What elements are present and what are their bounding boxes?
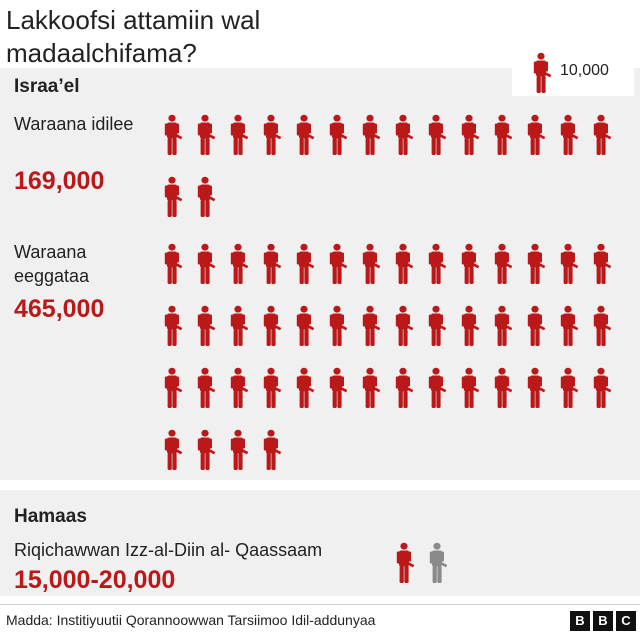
soldier-icon (198, 177, 215, 217)
soldier-icon (462, 306, 479, 346)
soldier-icon (495, 368, 512, 408)
soldier-icon (330, 244, 347, 284)
soldier-icon (363, 244, 380, 284)
soldier-icon (561, 368, 578, 408)
soldier-icon (429, 244, 446, 284)
soldier-icon (231, 368, 248, 408)
soldier-icon (495, 244, 512, 284)
soldier-icon (198, 430, 215, 470)
soldier-icon (528, 368, 545, 408)
soldier-icon (495, 306, 512, 346)
soldier-icon (165, 244, 182, 284)
soldier-icon (198, 306, 215, 346)
soldier-icon (363, 115, 380, 155)
soldier-icon (495, 115, 512, 155)
reserve-label: Waraana eeggataa (14, 242, 90, 286)
soldier-icon (198, 368, 215, 408)
soldier-icon (231, 306, 248, 346)
logo-letter: B (593, 611, 613, 631)
hamas-label: Riqichawwan Izz-al-Diin al- Qaassaam (14, 540, 323, 560)
soldier-icon (165, 306, 182, 346)
soldier-icon (231, 430, 248, 470)
soldier-icon (561, 244, 578, 284)
soldier-icon (363, 368, 380, 408)
soldier-icon (297, 115, 314, 155)
soldier-icon (397, 543, 414, 583)
soldier-icon (396, 244, 413, 284)
soldier-icon (528, 306, 545, 346)
soldier-icon (561, 306, 578, 346)
soldier-icon (594, 368, 611, 408)
soldier-icon (429, 368, 446, 408)
soldier-icon (231, 177, 248, 217)
soldier-icon (396, 368, 413, 408)
soldier-icon (363, 306, 380, 346)
soldier-icon (165, 115, 182, 155)
soldier-icon (561, 115, 578, 155)
soldier-icon (198, 244, 215, 284)
chart-title: Lakkoofsi attamiin wal madaalchifama? (6, 5, 261, 68)
hamas-heading: Hamaas (14, 506, 87, 527)
soldier-icon (528, 244, 545, 284)
soldier-icon (165, 430, 182, 470)
soldier-icon (198, 115, 215, 155)
soldier-icon (330, 306, 347, 346)
soldier-icon (396, 306, 413, 346)
soldier-icon (430, 543, 447, 583)
israel-heading: Israa’el (14, 76, 80, 97)
soldier-icon (396, 115, 413, 155)
reserve-value: 465,000 (14, 295, 105, 323)
soldier-icon (462, 244, 479, 284)
soldier-icon (594, 306, 611, 346)
soldier-icon (297, 368, 314, 408)
active-value: 169,000 (14, 167, 105, 195)
soldier-icon (264, 244, 281, 284)
soldier-icon (264, 306, 281, 346)
soldier-icon (330, 368, 347, 408)
bbc-logo (570, 611, 636, 631)
logo-letter: C (616, 611, 636, 631)
soldier-icon (165, 368, 182, 408)
soldier-icon (462, 115, 479, 155)
hamas-value: 15,000-20,000 (14, 566, 176, 594)
soldier-icon (264, 368, 281, 408)
soldier-icon (330, 115, 347, 155)
soldier-icon (429, 306, 446, 346)
active-label: Waraana idilee (14, 114, 134, 134)
soldier-icon (297, 306, 314, 346)
source-note: Madda: Institiyuutii Qorannoowwan Tarsiimoo Idil-addunyaa (6, 612, 376, 628)
soldier-icon (594, 115, 611, 155)
soldier-icon (297, 244, 314, 284)
soldier-icon (264, 115, 281, 155)
soldier-icon (264, 430, 281, 470)
soldier-icon (429, 115, 446, 155)
soldier-icon (231, 244, 248, 284)
soldier-icon (528, 115, 545, 155)
footer-divider (0, 604, 640, 605)
soldier-icon (297, 430, 314, 470)
soldier-icon (462, 368, 479, 408)
legend-label: 10,000 (560, 62, 609, 79)
soldier-icon (231, 115, 248, 155)
soldier-icon (594, 244, 611, 284)
soldier-icon (165, 177, 182, 217)
logo-letter: B (570, 611, 590, 631)
